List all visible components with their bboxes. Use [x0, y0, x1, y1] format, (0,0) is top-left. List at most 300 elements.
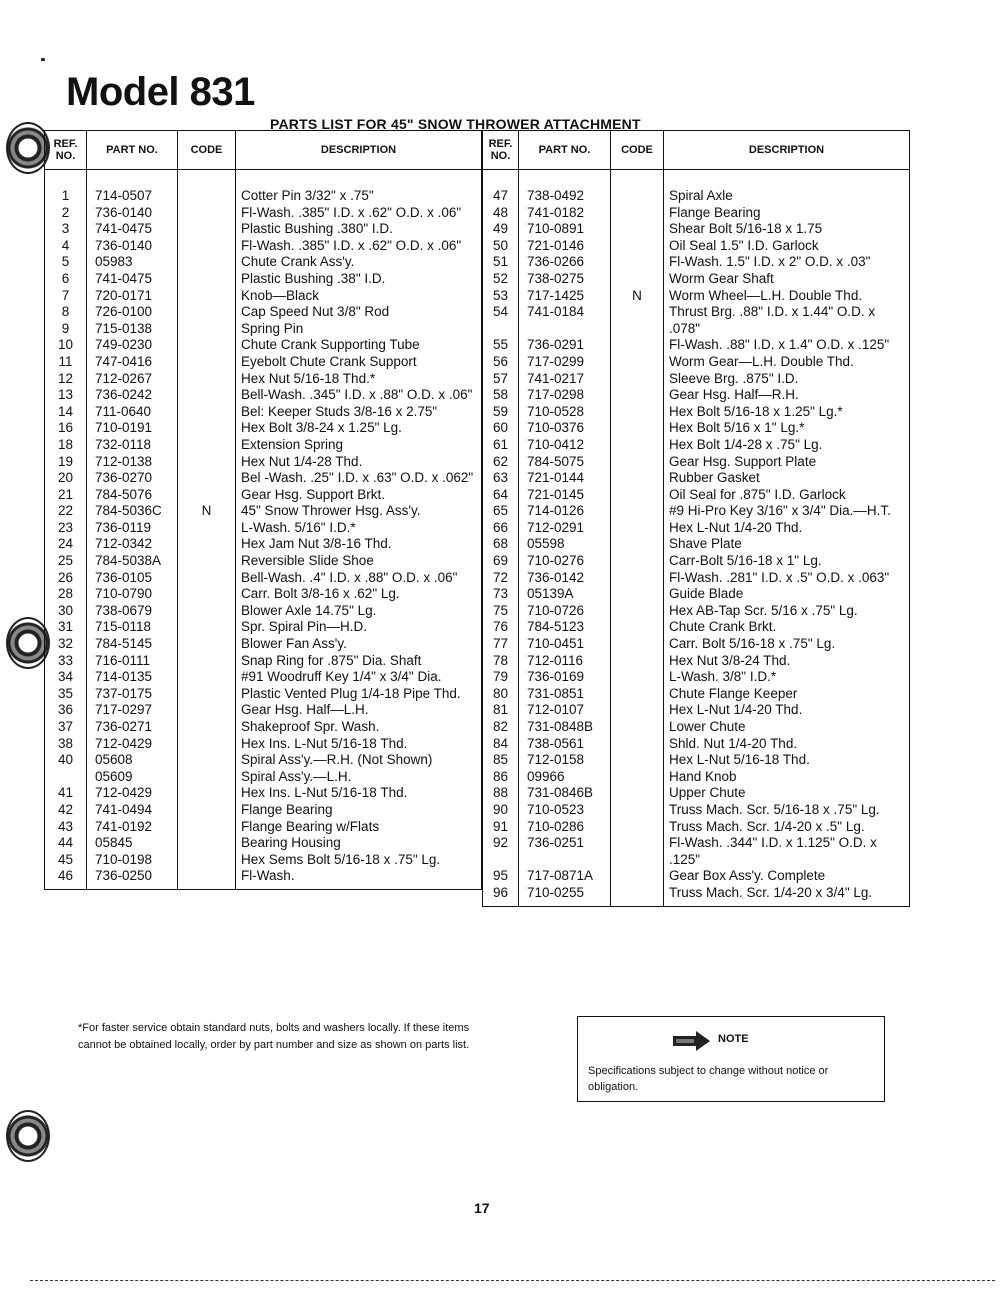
part-no-cell: 738-0679 — [87, 603, 178, 620]
part-no-cell: 736-0242 — [87, 387, 178, 404]
part-no-cell: 784-5038A — [87, 553, 178, 570]
code-cell — [178, 603, 236, 620]
code-cell — [611, 420, 664, 437]
description-cell: Shave Plate — [664, 536, 910, 553]
note-box — [577, 1016, 885, 1102]
ref-no-cell: 36 — [45, 702, 87, 719]
ref-no-cell: 46 — [45, 868, 87, 889]
part-no-cell: 736-0142 — [519, 570, 611, 587]
note-text: Specifications subject to change without notice or obligation. — [588, 1065, 829, 1093]
table-row — [483, 885, 910, 906]
description-cell: Cap Speed Nut 3/8" Rod — [236, 304, 482, 321]
ref-no-cell: 40 — [45, 752, 87, 769]
description-cell: Fl-Wash. .88" I.D. x 1.4" O.D. x .125" — [664, 337, 910, 354]
ref-no-cell: 52 — [483, 271, 519, 288]
description-cell: Chute Crank Brkt. — [664, 619, 910, 636]
description-cell: Shear Bolt 5/16-18 x 1.75 — [664, 221, 910, 238]
code-cell — [178, 669, 236, 686]
part-no-cell: 737-0175 — [87, 686, 178, 703]
ref-no-cell: 31 — [45, 619, 87, 636]
description-cell: Spr. Spiral Pin—H.D. — [236, 619, 482, 636]
description-cell: Gear Hsg. Half—R.H. — [664, 387, 910, 404]
part-no-cell: 741-0192 — [87, 819, 178, 836]
table-row — [483, 404, 910, 421]
part-no-cell: 710-0528 — [519, 404, 611, 421]
ref-no-cell: 91 — [483, 819, 519, 836]
code-cell — [611, 686, 664, 703]
code-cell — [611, 702, 664, 719]
description-cell: Gear Hsg. Half—L.H. — [236, 702, 482, 719]
part-no-cell: 710-0451 — [519, 636, 611, 653]
code-cell — [178, 835, 236, 852]
part-no-cell: 747-0416 — [87, 354, 178, 371]
part-no-cell: 736-0105 — [87, 570, 178, 587]
code-cell — [178, 636, 236, 653]
ref-no-cell: 43 — [45, 819, 87, 836]
code-cell — [611, 636, 664, 653]
part-no-cell: 726-0100 — [87, 304, 178, 321]
table-row — [483, 802, 910, 819]
arrow-right-icon — [672, 1030, 712, 1052]
table-row — [483, 170, 910, 205]
parts-table-left — [44, 130, 482, 890]
description-cell: Rubber Gasket — [664, 470, 910, 487]
description-cell: Hex Jam Nut 3/8-16 Thd. — [236, 536, 482, 553]
part-no-cell: 712-0158 — [519, 752, 611, 769]
description-cell: Blower Axle 14.75" Lg. — [236, 603, 482, 620]
description-cell: Hex AB-Tap Scr. 5/16 x .75" Lg. — [664, 603, 910, 620]
ref-no-cell: 55 — [483, 337, 519, 354]
part-no-cell: 710-0523 — [519, 802, 611, 819]
part-no-cell: 712-0116 — [519, 653, 611, 670]
table-row — [45, 570, 482, 587]
description-cell: Truss Mach. Scr. 1/4-20 x 3/4" Lg. — [664, 885, 910, 906]
description-cell: Bearing Housing — [236, 835, 482, 852]
code-cell — [178, 205, 236, 222]
table-row — [45, 669, 482, 686]
code-cell — [611, 503, 664, 520]
table-row — [45, 802, 482, 819]
part-no-cell: 710-0412 — [519, 437, 611, 454]
ref-no-cell: 32 — [45, 636, 87, 653]
code-cell — [178, 686, 236, 703]
ref-no-cell: 18 — [45, 437, 87, 454]
table-row — [45, 387, 482, 404]
part-no-cell: 710-0376 — [519, 420, 611, 437]
description-cell: Oil Seal 1.5" I.D. Garlock — [664, 238, 910, 255]
description-cell: Worm Gear—L.H. Double Thd. — [664, 354, 910, 371]
ref-no-cell: 42 — [45, 802, 87, 819]
code-cell — [178, 354, 236, 371]
ref-no-cell: 12 — [45, 371, 87, 388]
description-cell: Worm Gear Shaft — [664, 271, 910, 288]
code-cell — [178, 868, 236, 889]
ref-no-cell: 45 — [45, 852, 87, 869]
ref-no-cell: 58 — [483, 387, 519, 404]
description-cell: Gear Hsg. Support Brkt. — [236, 487, 482, 504]
col-desc-header: DESCRIPTION — [236, 131, 482, 170]
ref-no-cell: 62 — [483, 454, 519, 471]
bottom-rule — [30, 1280, 995, 1281]
description-cell: Truss Mach. Scr. 5/16-18 x .75" Lg. — [664, 802, 910, 819]
table-row — [45, 868, 482, 889]
part-no-cell: 714-0507 — [87, 170, 178, 205]
ref-no-cell — [45, 769, 87, 786]
table-row — [483, 354, 910, 371]
code-cell — [178, 736, 236, 753]
table-row — [483, 636, 910, 653]
ref-no-cell: 49 — [483, 221, 519, 238]
code-cell — [178, 702, 236, 719]
table-row — [45, 736, 482, 753]
code-cell — [178, 802, 236, 819]
table-row — [45, 321, 482, 338]
table-row — [483, 702, 910, 719]
ref-no-cell: 16 — [45, 420, 87, 437]
ref-no-cell: 24 — [45, 536, 87, 553]
ref-no-cell: 86 — [483, 769, 519, 786]
ref-no-cell: 38 — [45, 736, 87, 753]
ref-no-cell: 13 — [45, 387, 87, 404]
code-cell — [178, 769, 236, 786]
footnote: *For faster service obtain standard nuts, bolts and washers locally. If these items cannot be obtained locally, order by part number and size as shown on parts list. — [78, 1022, 470, 1051]
code-cell — [611, 653, 664, 670]
table-row — [45, 835, 482, 852]
part-no-cell: 732-0118 — [87, 437, 178, 454]
ref-no-cell: 30 — [45, 603, 87, 620]
description-cell: Fl-Wash. 1.5" I.D. x 2" O.D. x .03" — [664, 254, 910, 271]
model-title: Model 831 — [66, 70, 255, 114]
description-cell: Worm Wheel—L.H. Double Thd. — [664, 288, 910, 305]
ref-no-cell: 96 — [483, 885, 519, 906]
description-cell: Fl-Wash. .385" I.D. x .62" O.D. x .06" — [236, 238, 482, 255]
code-cell — [178, 170, 236, 205]
description-cell: Hex Ins. L-Nut 5/16-18 Thd. — [236, 785, 482, 802]
table-row — [483, 669, 910, 686]
code-cell — [178, 520, 236, 537]
code-cell — [611, 553, 664, 570]
description-cell: Carr. Bolt 3/8-16 x .62" Lg. — [236, 586, 482, 603]
description-cell: Bell-Wash. .4" I.D. x .88" O.D. x .06" — [236, 570, 482, 587]
table-row — [45, 221, 482, 238]
code-cell — [611, 520, 664, 537]
code-cell — [178, 304, 236, 321]
description-cell: Plastic Bushing .380" I.D. — [236, 221, 482, 238]
part-no-cell: 05609 — [87, 769, 178, 786]
description-cell: Eyebolt Chute Crank Support — [236, 354, 482, 371]
description-cell: Thrust Brg. .88" I.D. x 1.44" O.D. x .078" — [664, 304, 910, 337]
part-no-cell: 712-0429 — [87, 736, 178, 753]
table-row — [483, 619, 910, 636]
scan-speck — [41, 58, 45, 61]
ref-no-cell: 37 — [45, 719, 87, 736]
part-no-cell: 741-0494 — [87, 802, 178, 819]
description-cell: #9 Hi-Pro Key 3/16" x 3/4" Dia.—H.T. — [664, 503, 910, 520]
part-no-cell: 784-5076 — [87, 487, 178, 504]
ref-no-cell: 9 — [45, 321, 87, 338]
ref-no-cell: 25 — [45, 553, 87, 570]
ref-no-cell: 61 — [483, 437, 519, 454]
part-no-cell: 05598 — [519, 536, 611, 553]
table-row — [45, 487, 482, 504]
code-cell — [178, 487, 236, 504]
description-cell: Upper Chute — [664, 785, 910, 802]
description-cell: Carr. Bolt 5/16-18 x .75" Lg. — [664, 636, 910, 653]
description-cell: Hex Nut 5/16-18 Thd.* — [236, 371, 482, 388]
parts-table-left-body — [45, 170, 482, 890]
part-no-cell: 05983 — [87, 254, 178, 271]
ref-no-cell: 20 — [45, 470, 87, 487]
ref-no-cell: 44 — [45, 835, 87, 852]
ref-no-cell: 19 — [45, 454, 87, 471]
code-cell — [178, 437, 236, 454]
description-cell: Knob—Black — [236, 288, 482, 305]
description-cell: L-Wash. 5/16" I.D.* — [236, 520, 482, 537]
table-row — [483, 487, 910, 504]
ref-no-cell: 64 — [483, 487, 519, 504]
table-row — [483, 470, 910, 487]
part-no-cell: 714-0135 — [87, 669, 178, 686]
description-cell: L-Wash. 3/8" I.D.* — [664, 669, 910, 686]
code-cell — [611, 170, 664, 205]
code-cell — [178, 288, 236, 305]
description-cell: Chute Flange Keeper — [664, 686, 910, 703]
part-no-cell: 05139A — [519, 586, 611, 603]
table-row — [483, 553, 910, 570]
table-row — [483, 785, 910, 802]
part-no-cell: 714-0126 — [519, 503, 611, 520]
part-no-cell: 736-0266 — [519, 254, 611, 271]
description-cell: Hex Nut 1/4-28 Thd. — [236, 454, 482, 471]
code-cell — [178, 553, 236, 570]
part-no-cell: 721-0146 — [519, 238, 611, 255]
table-row — [483, 254, 910, 271]
code-cell — [611, 536, 664, 553]
code-cell — [611, 271, 664, 288]
description-cell: Spring Pin — [236, 321, 482, 338]
table-row — [45, 238, 482, 255]
description-cell: Bel -Wash. .25" I.D. x .63" O.D. x .062" — [236, 470, 482, 487]
col-ref-header: REF. NO. — [45, 131, 87, 170]
ref-no-cell: 78 — [483, 653, 519, 670]
description-cell: Snap Ring for .875" Dia. Shaft — [236, 653, 482, 670]
ref-no-cell: 79 — [483, 669, 519, 686]
ref-no-cell: 6 — [45, 271, 87, 288]
table-row — [483, 420, 910, 437]
table-row — [45, 420, 482, 437]
ref-no-cell: 82 — [483, 719, 519, 736]
code-cell — [611, 868, 664, 885]
table-row — [45, 785, 482, 802]
table-row — [45, 636, 482, 653]
table-row — [483, 520, 910, 537]
description-cell: Hex Bolt 3/8-24 x 1.25" Lg. — [236, 420, 482, 437]
note-label: NOTE — [718, 1033, 749, 1045]
part-no-cell: 710-0891 — [519, 221, 611, 238]
code-cell — [178, 852, 236, 869]
part-no-cell: 784-5036C — [87, 503, 178, 520]
code-cell — [611, 238, 664, 255]
code-cell — [611, 752, 664, 769]
table-row — [45, 719, 482, 736]
table-row — [483, 603, 910, 620]
ref-no-cell: 21 — [45, 487, 87, 504]
ref-no-cell: 77 — [483, 636, 519, 653]
table-row — [45, 702, 482, 719]
code-cell — [611, 586, 664, 603]
code-cell — [611, 570, 664, 587]
table-row — [483, 304, 910, 337]
parts-list-title: PARTS LIST FOR 45" SNOW THROWER ATTACHMENT — [270, 116, 641, 132]
part-no-cell: 710-0276 — [519, 553, 611, 570]
description-cell: Plastic Bushing .38" I.D. — [236, 271, 482, 288]
table-row — [483, 686, 910, 703]
description-cell: Plastic Vented Plug 1/4-18 Pipe Thd. — [236, 686, 482, 703]
description-cell: Sleeve Brg. .875" I.D. — [664, 371, 910, 388]
table-row — [45, 503, 482, 520]
code-cell — [178, 619, 236, 636]
table-row — [483, 387, 910, 404]
description-cell: Hex Sems Bolt 5/16-18 x .75" Lg. — [236, 852, 482, 869]
code-cell — [178, 752, 236, 769]
description-cell: Fl-Wash. .281" I.D. x .5" O.D. x .063" — [664, 570, 910, 587]
ref-no-cell: 8 — [45, 304, 87, 321]
part-no-cell: 712-0342 — [87, 536, 178, 553]
code-cell — [611, 835, 664, 868]
table-row — [45, 437, 482, 454]
ref-no-cell: 85 — [483, 752, 519, 769]
code-cell — [611, 669, 664, 686]
ref-no-cell: 50 — [483, 238, 519, 255]
ref-no-cell: 3 — [45, 221, 87, 238]
table-row — [45, 271, 482, 288]
ref-no-cell: 69 — [483, 553, 519, 570]
part-no-cell: 736-0140 — [87, 205, 178, 222]
table-row — [45, 586, 482, 603]
part-no-cell: 717-0871A — [519, 868, 611, 885]
description-cell: Hex Bolt 5/16-18 x 1.25" Lg.* — [664, 404, 910, 421]
code-cell — [178, 371, 236, 388]
description-cell: 45" Snow Thrower Hsg. Ass'y. — [236, 503, 482, 520]
part-no-cell: 784-5075 — [519, 454, 611, 471]
ref-no-cell: 92 — [483, 835, 519, 868]
table-row — [483, 736, 910, 753]
ref-no-cell: 47 — [483, 170, 519, 205]
col-part-header: PART NO. — [519, 131, 611, 170]
description-cell: Flange Bearing w/Flats — [236, 819, 482, 836]
part-no-cell: 784-5123 — [519, 619, 611, 636]
table-row — [45, 619, 482, 636]
code-cell — [611, 254, 664, 271]
description-cell: Hex Nut 3/8-24 Thd. — [664, 653, 910, 670]
part-no-cell: 784-5145 — [87, 636, 178, 653]
ref-no-cell: 65 — [483, 503, 519, 520]
ref-no-cell: 90 — [483, 802, 519, 819]
description-cell: Lower Chute — [664, 719, 910, 736]
code-cell — [611, 769, 664, 786]
table-row — [483, 586, 910, 603]
table-row — [483, 835, 910, 868]
table-row — [45, 653, 482, 670]
description-cell: Hex L-Nut 1/4-20 Thd. — [664, 520, 910, 537]
table-row — [483, 503, 910, 520]
ref-no-cell: 4 — [45, 238, 87, 255]
table-row — [45, 819, 482, 836]
part-no-cell: 736-0271 — [87, 719, 178, 736]
part-no-cell: 736-0291 — [519, 337, 611, 354]
description-cell: Gear Box Ass'y. Complete — [664, 868, 910, 885]
description-cell: Hand Knob — [664, 769, 910, 786]
code-cell — [178, 271, 236, 288]
part-no-cell: 741-0475 — [87, 221, 178, 238]
code-cell — [611, 819, 664, 836]
table-row — [45, 852, 482, 869]
code-cell — [611, 221, 664, 238]
part-no-cell: 738-0275 — [519, 271, 611, 288]
ref-no-cell: 11 — [45, 354, 87, 371]
part-no-cell: 717-0297 — [87, 702, 178, 719]
code-cell — [178, 570, 236, 587]
part-no-cell: 731-0851 — [519, 686, 611, 703]
part-no-cell: 731-0846B — [519, 785, 611, 802]
code-cell — [611, 404, 664, 421]
code-cell — [178, 454, 236, 471]
ref-no-cell: 84 — [483, 736, 519, 753]
description-cell: Chute Crank Ass'y. — [236, 254, 482, 271]
part-no-cell: 715-0118 — [87, 619, 178, 636]
part-no-cell: 09966 — [519, 769, 611, 786]
code-cell — [611, 802, 664, 819]
ref-no-cell: 34 — [45, 669, 87, 686]
description-cell: Bel: Keeper Studs 3/8-16 x 2.75" — [236, 404, 482, 421]
ref-no-cell: 56 — [483, 354, 519, 371]
code-cell — [178, 221, 236, 238]
part-no-cell: 712-0138 — [87, 454, 178, 471]
description-cell: Spiral Ass'y.—R.H. (Not Shown) — [236, 752, 482, 769]
ref-no-cell: 35 — [45, 686, 87, 703]
table-row — [45, 304, 482, 321]
description-cell: Blower Fan Ass'y. — [236, 636, 482, 653]
table-row — [483, 238, 910, 255]
code-cell — [178, 785, 236, 802]
description-cell: Hex Bolt 5/16 x 1" Lg.* — [664, 420, 910, 437]
code-cell — [611, 337, 664, 354]
description-cell: Shakeproof Spr. Wash. — [236, 719, 482, 736]
table-row — [483, 221, 910, 238]
code-cell — [611, 487, 664, 504]
table-row — [45, 354, 482, 371]
ref-no-cell: 26 — [45, 570, 87, 587]
part-no-cell: 736-0250 — [87, 868, 178, 889]
table-row — [483, 371, 910, 388]
table-row — [483, 752, 910, 769]
ref-no-cell: 88 — [483, 785, 519, 802]
part-no-cell: 716-0111 — [87, 653, 178, 670]
part-no-cell: 741-0217 — [519, 371, 611, 388]
part-no-cell: 717-0298 — [519, 387, 611, 404]
table-row — [483, 437, 910, 454]
ref-no-cell: 5 — [45, 254, 87, 271]
description-cell: Flange Bearing — [664, 205, 910, 222]
code-cell — [611, 304, 664, 337]
table-row — [483, 288, 910, 305]
part-no-cell: 715-0138 — [87, 321, 178, 338]
ref-no-cell: 22 — [45, 503, 87, 520]
code-cell — [611, 437, 664, 454]
part-no-cell: 741-0184 — [519, 304, 611, 337]
table-row — [483, 769, 910, 786]
description-cell: Gear Hsg. Support Plate — [664, 454, 910, 471]
